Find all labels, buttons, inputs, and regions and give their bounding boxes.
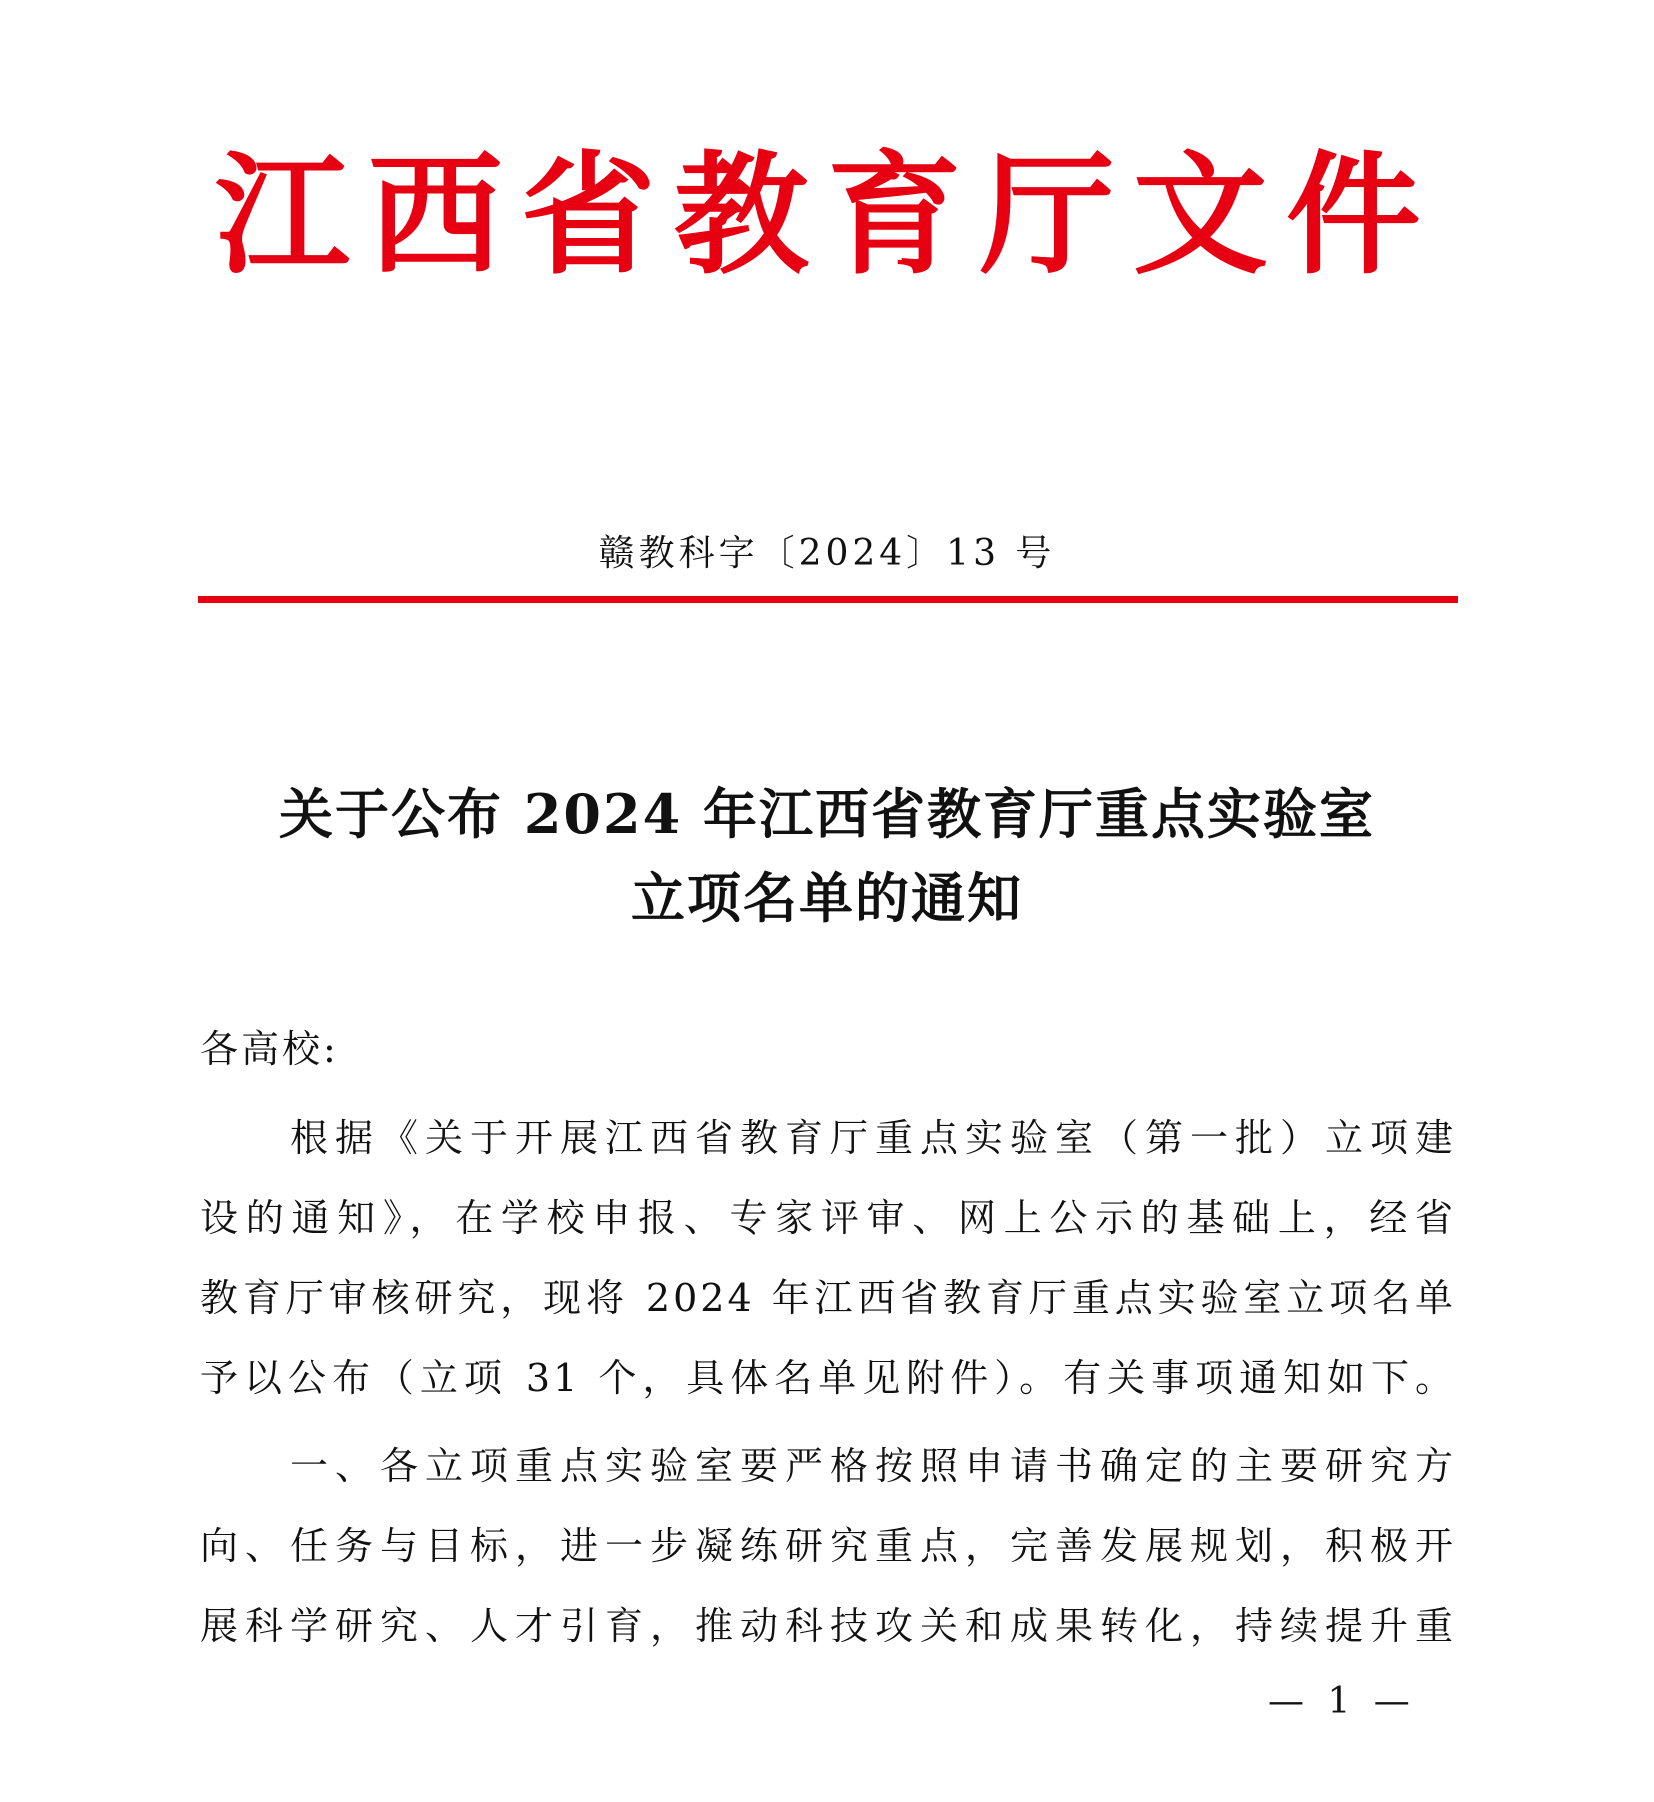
notice-title-line-1: 关于公布 2024 年江西省教育厅重点实验室 <box>279 782 1375 846</box>
paragraph-1-line-3: 教育厅审核研究，现将 2024 年江西省教育厅重点实验室立项名单 <box>200 1276 1456 1320</box>
paragraph-1-line-1: 根据《关于开展江西省教育厅重点实验室（第一批）立项建 <box>290 1116 1456 1160</box>
paragraph-2 <box>200 1426 1456 1666</box>
paragraph-2-line-3: 展科学研究、人才引育，推动科技攻关和成果转化，持续提升重 <box>200 1604 1456 1648</box>
salutation: 各高校: <box>200 1027 339 1071</box>
masthead-title: 江西省教育厅文件 <box>215 138 1440 293</box>
red-separator-rule <box>198 596 1458 603</box>
notice-title <box>0 772 1654 940</box>
paragraph-2-line-1: 一、各立项重点实验室要严格按照申请书确定的主要研究方 <box>290 1444 1456 1488</box>
notice-title-line-2: 立项名单的通知 <box>631 866 1023 930</box>
paragraph-1-line-2: 设的通知》，在学校申报、专家评审、网上公示的基础上，经省 <box>200 1196 1456 1240</box>
paragraph-2-line-2: 向、任务与目标，进一步凝练研究重点，完善发展规划，积极开 <box>200 1524 1456 1568</box>
document-number: 赣教科字〔2024〕13 号 <box>598 533 1056 574</box>
paragraph-1 <box>200 1098 1456 1418</box>
page-number: — 1 — <box>1268 1681 1416 1722</box>
paragraph-1-line-4: 予以公布（立项 31 个，具体名单见附件）。有关事项通知如下。 <box>200 1356 1456 1400</box>
